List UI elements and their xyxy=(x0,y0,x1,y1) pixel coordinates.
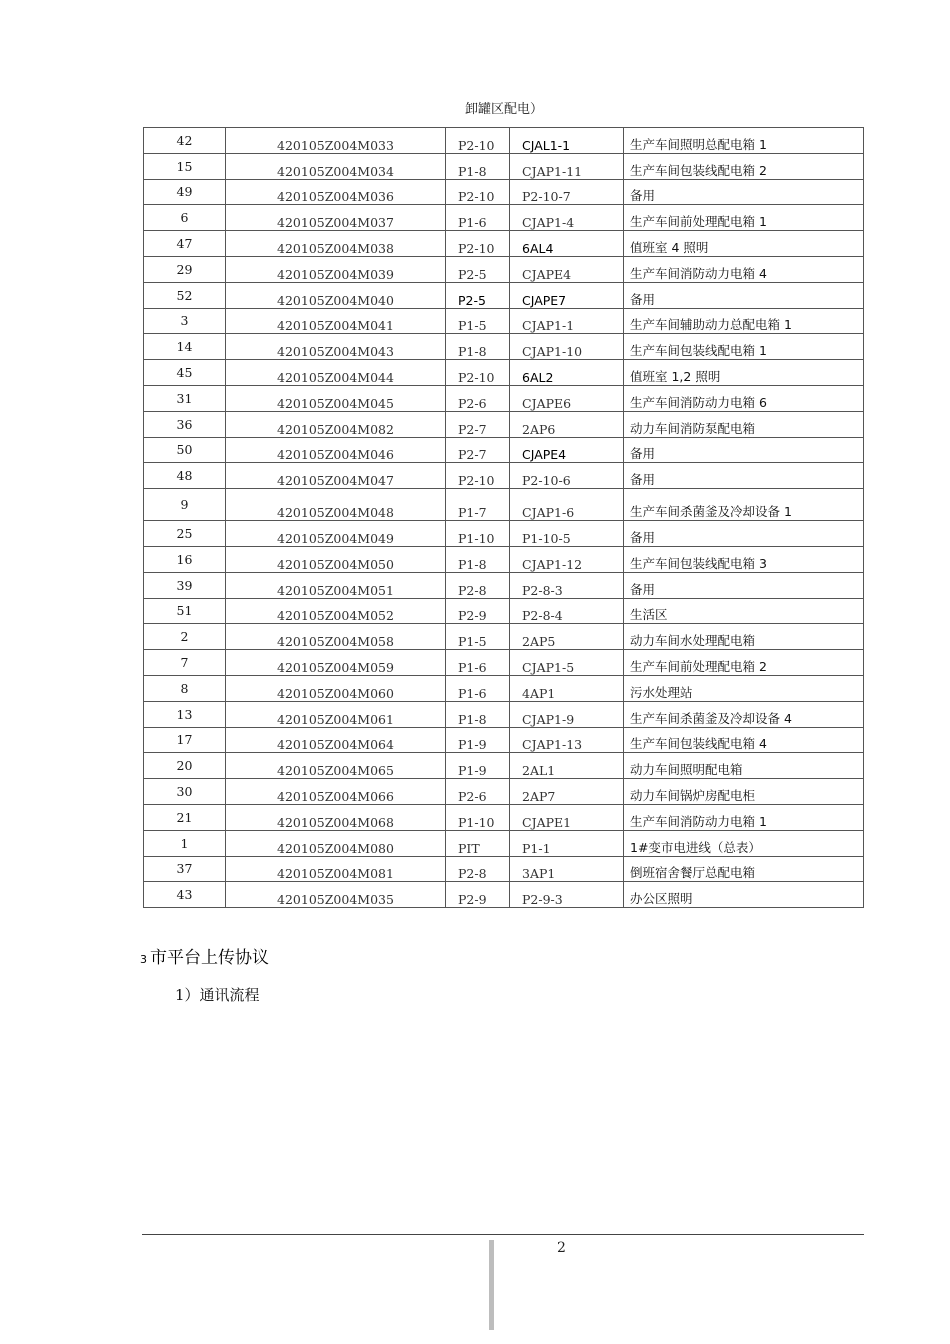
section-heading xyxy=(140,943,269,968)
row-number-cell: 8 xyxy=(144,675,226,701)
description-cell: 备用 xyxy=(624,463,864,489)
panel-cell: P2-9 xyxy=(446,882,510,908)
table-caption: 卸罐区配电） xyxy=(464,102,543,117)
footer-divider xyxy=(142,1234,864,1235)
panel-cell: P1-10 xyxy=(446,521,510,547)
description-cell: 生活区 xyxy=(624,598,864,624)
box-cell: 2AP5 xyxy=(510,624,624,650)
row-number-cell: 30 xyxy=(144,779,226,805)
table-row xyxy=(144,572,864,598)
meter-id-cell: 420105Z004M039 xyxy=(226,256,446,282)
meter-id-cell: 420105Z004M045 xyxy=(226,385,446,411)
row-number-cell: 20 xyxy=(144,753,226,779)
description-cell: 生产车间包装线配电箱 2 xyxy=(624,153,864,179)
panel-cell: P2-7 xyxy=(446,411,510,437)
row-number-cell: 2 xyxy=(144,624,226,650)
box-cell: CJAP1-13 xyxy=(510,727,624,753)
table-row xyxy=(144,830,864,856)
table-row xyxy=(144,437,864,463)
row-number-cell: 49 xyxy=(144,179,226,205)
row-number-cell: 1 xyxy=(144,830,226,856)
row-number-cell: 39 xyxy=(144,572,226,598)
meter-id-cell: 420105Z004M066 xyxy=(226,779,446,805)
meter-id-cell: 420105Z004M041 xyxy=(226,308,446,334)
meter-id-cell: 420105Z004M034 xyxy=(226,153,446,179)
description-cell: 污水处理站 xyxy=(624,675,864,701)
panel-cell: P2-7 xyxy=(446,437,510,463)
description-cell: 备用 xyxy=(624,179,864,205)
table-row xyxy=(144,753,864,779)
row-number-cell: 13 xyxy=(144,701,226,727)
panel-cell: P2-10 xyxy=(446,360,510,386)
panel-cell: P1-8 xyxy=(446,701,510,727)
meter-id-cell: 420105Z004M040 xyxy=(226,282,446,308)
meter-id-cell: 420105Z004M036 xyxy=(226,179,446,205)
table-row xyxy=(144,546,864,572)
box-cell: 2AL1 xyxy=(510,753,624,779)
table-row xyxy=(144,779,864,805)
description-cell: 生产车间照明总配电箱 1 xyxy=(624,128,864,154)
box-cell: CJAPE4 xyxy=(510,256,624,282)
section-number: 3 xyxy=(140,953,147,966)
description-cell: 倒班宿舍餐厅总配电箱 xyxy=(624,856,864,882)
meter-id-cell: 420105Z004M080 xyxy=(226,830,446,856)
box-cell: P2-8-4 xyxy=(510,598,624,624)
meter-id-cell: 420105Z004M052 xyxy=(226,598,446,624)
box-cell: P1-10-5 xyxy=(510,521,624,547)
description-cell: 1#变市电进线（总表） xyxy=(624,830,864,856)
row-number-cell: 52 xyxy=(144,282,226,308)
meter-id-cell: 420105Z004M037 xyxy=(226,205,446,231)
panel-cell: P2-5 xyxy=(446,256,510,282)
table-row xyxy=(144,231,864,257)
table-row xyxy=(144,489,864,521)
meter-id-cell: 420105Z004M043 xyxy=(226,334,446,360)
table-row xyxy=(144,179,864,205)
panel-cell: P1-5 xyxy=(446,624,510,650)
table-row xyxy=(144,856,864,882)
box-cell: CJAP1-10 xyxy=(510,334,624,360)
description-cell: 生产车间前处理配电箱 1 xyxy=(624,205,864,231)
table-row xyxy=(144,624,864,650)
box-cell: CJAP1-12 xyxy=(510,546,624,572)
box-cell: 6AL4 xyxy=(510,231,624,257)
description-cell: 生产车间辅助动力总配电箱 1 xyxy=(624,308,864,334)
meter-id-cell: 420105Z004M061 xyxy=(226,701,446,727)
description-cell: 生产车间消防动力电箱 6 xyxy=(624,385,864,411)
panel-cell: P1-5 xyxy=(446,308,510,334)
meter-id-cell: 420105Z004M081 xyxy=(226,856,446,882)
description-cell: 办公区照明 xyxy=(624,882,864,908)
meter-id-cell: 420105Z004M049 xyxy=(226,521,446,547)
description-cell: 动力车间水处理配电箱 xyxy=(624,624,864,650)
description-cell: 动力车间锅炉房配电柜 xyxy=(624,779,864,805)
row-number-cell: 17 xyxy=(144,727,226,753)
box-cell: P2-10-6 xyxy=(510,463,624,489)
box-cell: CJAP1-6 xyxy=(510,489,624,521)
section-title: 市平台上传协议 xyxy=(150,948,269,968)
box-cell: CJAP1-11 xyxy=(510,153,624,179)
meter-id-cell: 420105Z004M059 xyxy=(226,650,446,676)
row-number-cell: 31 xyxy=(144,385,226,411)
panel-cell: P1-9 xyxy=(446,753,510,779)
box-cell: CJAP1-5 xyxy=(510,650,624,676)
description-cell: 生产车间消防动力电箱 1 xyxy=(624,804,864,830)
meter-id-cell: 420105Z004M047 xyxy=(226,463,446,489)
panel-cell: P2-6 xyxy=(446,385,510,411)
meter-id-cell: 420105Z004M058 xyxy=(226,624,446,650)
description-cell: 生产车间杀菌釜及冷却设备 1 xyxy=(624,489,864,521)
table-row xyxy=(144,521,864,547)
row-number-cell: 21 xyxy=(144,804,226,830)
description-cell: 生产车间杀菌釜及冷却设备 4 xyxy=(624,701,864,727)
meter-id-cell: 420105Z004M064 xyxy=(226,727,446,753)
panel-cell: P1-8 xyxy=(446,153,510,179)
panel-cell: P2-8 xyxy=(446,572,510,598)
table-row xyxy=(144,153,864,179)
meter-id-cell: 420105Z004M068 xyxy=(226,804,446,830)
table-row xyxy=(144,675,864,701)
description-cell: 动力车间照明配电箱 xyxy=(624,753,864,779)
box-cell: CJAPE1 xyxy=(510,804,624,830)
row-number-cell: 45 xyxy=(144,360,226,386)
panel-cell: P2-8 xyxy=(446,856,510,882)
table-row xyxy=(144,128,864,154)
box-cell: CJAP1-9 xyxy=(510,701,624,727)
subsection-heading: 1）通讯流程 xyxy=(175,986,260,1004)
table-row xyxy=(144,308,864,334)
table-row xyxy=(144,727,864,753)
box-cell: P1-1 xyxy=(510,830,624,856)
panel-cell: PIT xyxy=(446,830,510,856)
meter-id-cell: 420105Z004M035 xyxy=(226,882,446,908)
panel-cell: P1-8 xyxy=(446,334,510,360)
meter-id-cell: 420105Z004M038 xyxy=(226,231,446,257)
box-cell: CJAP1-1 xyxy=(510,308,624,334)
table-row xyxy=(144,882,864,908)
row-number-cell: 37 xyxy=(144,856,226,882)
box-cell: CJAP1-4 xyxy=(510,205,624,231)
panel-cell: P1-9 xyxy=(446,727,510,753)
description-cell: 生产车间包装线配电箱 3 xyxy=(624,546,864,572)
table-row xyxy=(144,701,864,727)
row-number-cell: 9 xyxy=(144,489,226,521)
meter-id-cell: 420105Z004M048 xyxy=(226,489,446,521)
meter-id-cell: 420105Z004M046 xyxy=(226,437,446,463)
row-number-cell: 43 xyxy=(144,882,226,908)
panel-cell: P1-7 xyxy=(446,489,510,521)
panel-cell: P2-5 xyxy=(446,282,510,308)
box-cell: P2-8-3 xyxy=(510,572,624,598)
panel-cell: P2-10 xyxy=(446,128,510,154)
box-cell: CJAPE7 xyxy=(510,282,624,308)
panel-cell: P1-8 xyxy=(446,546,510,572)
row-number-cell: 25 xyxy=(144,521,226,547)
table-row xyxy=(144,385,864,411)
box-cell: 2AP7 xyxy=(510,779,624,805)
table-row xyxy=(144,282,864,308)
row-number-cell: 36 xyxy=(144,411,226,437)
description-cell: 备用 xyxy=(624,521,864,547)
panel-cell: P1-6 xyxy=(446,205,510,231)
meter-id-cell: 420105Z004M051 xyxy=(226,572,446,598)
box-cell: CJAPE6 xyxy=(510,385,624,411)
panel-cell: P1-6 xyxy=(446,650,510,676)
description-cell: 备用 xyxy=(624,437,864,463)
description-cell: 值班室 1,2 照明 xyxy=(624,360,864,386)
page-number: 2 xyxy=(557,1240,566,1256)
description-cell: 生产车间包装线配电箱 4 xyxy=(624,727,864,753)
box-cell: CJAL1-1 xyxy=(510,128,624,154)
panel-cell: P1-6 xyxy=(446,675,510,701)
description-cell: 生产车间包装线配电箱 1 xyxy=(624,334,864,360)
row-number-cell: 51 xyxy=(144,598,226,624)
meter-table-body xyxy=(144,128,864,908)
row-number-cell: 16 xyxy=(144,546,226,572)
description-cell: 生产车间消防动力电箱 4 xyxy=(624,256,864,282)
row-number-cell: 29 xyxy=(144,256,226,282)
box-cell: CJAPE4 xyxy=(510,437,624,463)
row-number-cell: 14 xyxy=(144,334,226,360)
table-row xyxy=(144,598,864,624)
row-number-cell: 42 xyxy=(144,128,226,154)
table-row xyxy=(144,463,864,489)
row-number-cell: 47 xyxy=(144,231,226,257)
box-cell: 2AP6 xyxy=(510,411,624,437)
row-number-cell: 50 xyxy=(144,437,226,463)
panel-cell: P1-10 xyxy=(446,804,510,830)
table-row xyxy=(144,205,864,231)
description-cell: 备用 xyxy=(624,282,864,308)
box-cell: 6AL2 xyxy=(510,360,624,386)
box-cell: 4AP1 xyxy=(510,675,624,701)
table-row xyxy=(144,411,864,437)
meter-id-cell: 420105Z004M050 xyxy=(226,546,446,572)
description-cell: 值班室 4 照明 xyxy=(624,231,864,257)
panel-cell: P2-6 xyxy=(446,779,510,805)
row-number-cell: 7 xyxy=(144,650,226,676)
meter-id-cell: 420105Z004M060 xyxy=(226,675,446,701)
box-cell: 3AP1 xyxy=(510,856,624,882)
meter-id-cell: 420105Z004M082 xyxy=(226,411,446,437)
meter-id-cell: 420105Z004M065 xyxy=(226,753,446,779)
panel-cell: P2-9 xyxy=(446,598,510,624)
panel-cell: P2-10 xyxy=(446,179,510,205)
table-row xyxy=(144,256,864,282)
meter-id-cell: 420105Z004M033 xyxy=(226,128,446,154)
panel-cell: P2-10 xyxy=(446,231,510,257)
description-cell: 备用 xyxy=(624,572,864,598)
table-row xyxy=(144,804,864,830)
row-number-cell: 48 xyxy=(144,463,226,489)
meter-table xyxy=(143,127,864,908)
box-cell: P2-9-3 xyxy=(510,882,624,908)
table-row xyxy=(144,650,864,676)
description-cell: 生产车间前处理配电箱 2 xyxy=(624,650,864,676)
meter-id-cell: 420105Z004M044 xyxy=(226,360,446,386)
description-cell: 动力车间消防泵配电箱 xyxy=(624,411,864,437)
table-row xyxy=(144,334,864,360)
row-number-cell: 15 xyxy=(144,153,226,179)
box-cell: P2-10-7 xyxy=(510,179,624,205)
table-row xyxy=(144,360,864,386)
page-edge-bar xyxy=(489,1240,494,1330)
panel-cell: P2-10 xyxy=(446,463,510,489)
row-number-cell: 6 xyxy=(144,205,226,231)
row-number-cell: 3 xyxy=(144,308,226,334)
